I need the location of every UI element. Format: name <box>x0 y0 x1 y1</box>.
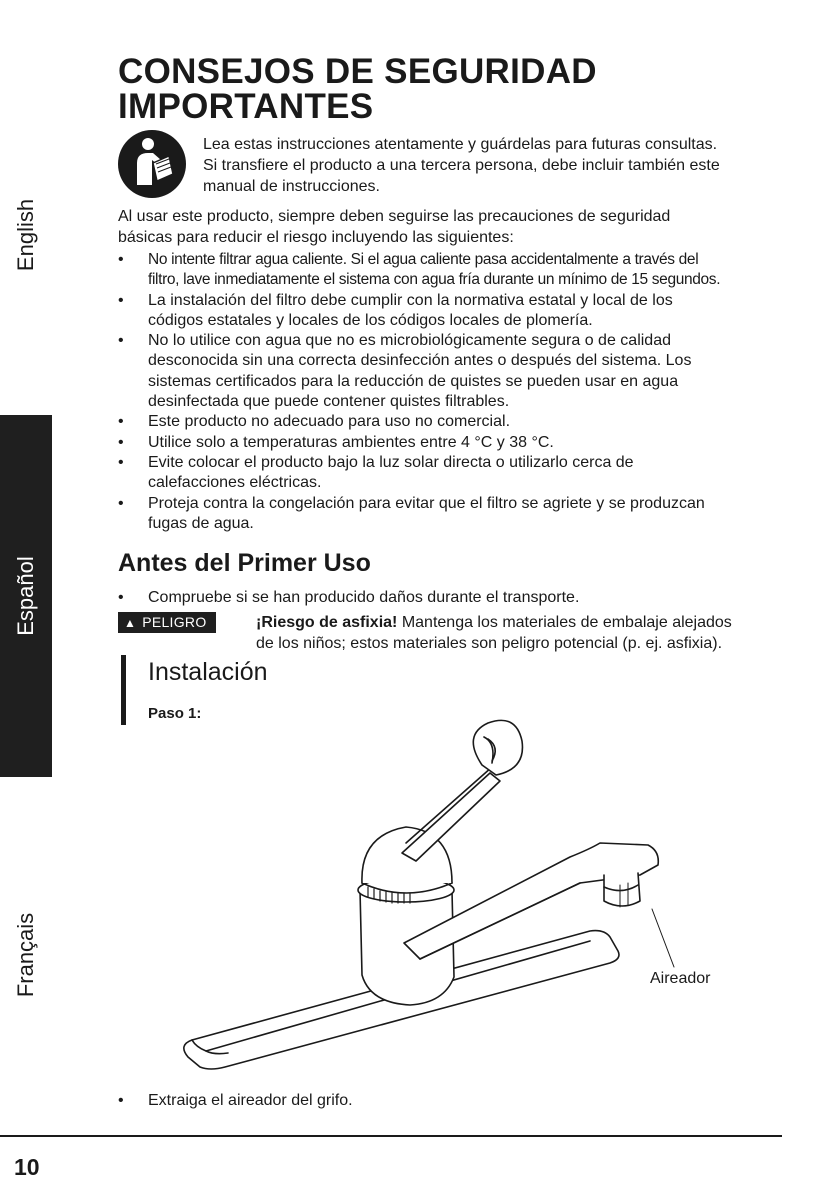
warning-triangle-icon: ▲ <box>124 616 137 630</box>
bullet-dot: • <box>118 1092 124 1109</box>
title-line-1: CONSEJOS DE SEGURIDAD <box>118 52 597 91</box>
bullet-dot: • <box>118 251 124 268</box>
bullet-text: Compruebe si se han producido daños durante el transporte. <box>148 589 580 606</box>
danger-bold: ¡Riesgo de asfixia! <box>256 614 398 631</box>
danger-badge <box>118 612 216 633</box>
bullet-dot: • <box>118 332 124 350</box>
danger-line-2: de los niños; estos materiales son peligro potencial (p. ej. asfixia). <box>256 635 723 652</box>
danger-badge-label: PELIGRO <box>142 614 207 630</box>
danger-line-1: Mantenga los materiales de embalaje alejados <box>397 614 732 631</box>
section-heading: Antes del Primer Uso <box>118 549 371 577</box>
bullet-line: códigos estatales y locales de los códigos locales de plomería. <box>148 311 593 329</box>
intro-text <box>203 134 793 197</box>
bullet-dot: • <box>118 291 124 309</box>
bullet-line: No lo utilice con agua que no es microbiológicamente segura o de calidad <box>148 332 671 350</box>
list-item <box>118 494 798 535</box>
page-number: 10 <box>14 1154 40 1180</box>
read-manual-icon <box>117 129 187 199</box>
list-item <box>118 412 798 432</box>
bullet-dot: • <box>118 589 124 606</box>
list-item <box>118 331 798 412</box>
intro-line: manual de instrucciones. <box>203 178 380 195</box>
bullet-line: desinfectada que puede contener quistes filtrables. <box>148 393 510 411</box>
bullet-dot: • <box>118 413 124 431</box>
list-item <box>118 1092 353 1110</box>
intro-line: Si transfiere el producto a una tercera persona, debe incluir también este <box>203 157 720 174</box>
bullet-line: fugas de agua. <box>148 514 254 532</box>
sidebar-label-francais: Français <box>13 912 39 998</box>
lead-line: básicas para reducir el riesgo incluyendo las siguientes: <box>118 229 514 246</box>
lead-line: Al usar este producto, siempre deben seguirse las precauciones de seguridad <box>118 208 671 225</box>
page-title <box>118 54 738 124</box>
list-item <box>118 433 798 453</box>
bullet-line: No intente filtrar agua caliente. Si el agua caliente pasa accidentalmente a través del <box>148 251 699 268</box>
list-item <box>118 291 798 332</box>
list-item <box>118 453 798 494</box>
aerator-callout: Aireador <box>650 970 711 987</box>
bullet-line: Proteja contra la congelación para evitar que el filtro se agriete y se produzcan <box>148 494 705 512</box>
intro-line: Lea estas instrucciones atentamente y guárdelas para futuras consultas. <box>203 136 718 153</box>
bullet-dot: • <box>118 494 124 512</box>
bullet-line: calefacciones eléctricas. <box>148 474 322 492</box>
install-heading: Instalación <box>148 658 268 686</box>
bullet-dot: • <box>118 433 124 451</box>
list-item <box>118 588 579 608</box>
bullet-line: Evite colocar el producto bajo la luz solar directa o utilizarlo cerca de <box>148 453 634 471</box>
sidebar-tab-english <box>0 180 52 290</box>
sidebar-label-english: English <box>13 198 38 272</box>
bullet-dot: • <box>118 453 124 471</box>
sidebar-label-espanol: Español <box>13 556 39 636</box>
footer-rule <box>0 1135 782 1137</box>
section-bar <box>121 655 126 725</box>
faucet-illustration <box>170 715 730 1075</box>
bullet-line: filtro, lave inmediatamente el sistema con agua fría durante un mínimo de 15 segundos. <box>148 271 721 289</box>
danger-text <box>256 612 732 654</box>
sidebar-tab-francais <box>0 895 52 1015</box>
bullet-line: desconocida sin una correcta desinfección antes o después del sistema. Los <box>148 352 692 370</box>
sidebar-tab-espanol <box>0 415 52 777</box>
bullet-line: Utilice solo a temperaturas ambientes entre 4 °C y 38 °C. <box>148 433 554 451</box>
title-line-2: IMPORTANTES <box>118 87 374 126</box>
safety-bullet-list <box>118 250 798 534</box>
bullet-line: sistemas certificados para la reducción de quistes se pueden usar en agua <box>148 372 679 390</box>
bullet-line: Este producto no adecuado para uso no comercial. <box>148 413 511 431</box>
bullet-text: Extraiga el aireador del grifo. <box>148 1092 353 1109</box>
list-item <box>118 250 798 291</box>
bullet-line: La instalación del filtro debe cumplir con la normativa estatal y local de los <box>148 291 673 309</box>
lead-paragraph <box>118 206 798 248</box>
step-label: Paso 1: <box>148 705 202 722</box>
